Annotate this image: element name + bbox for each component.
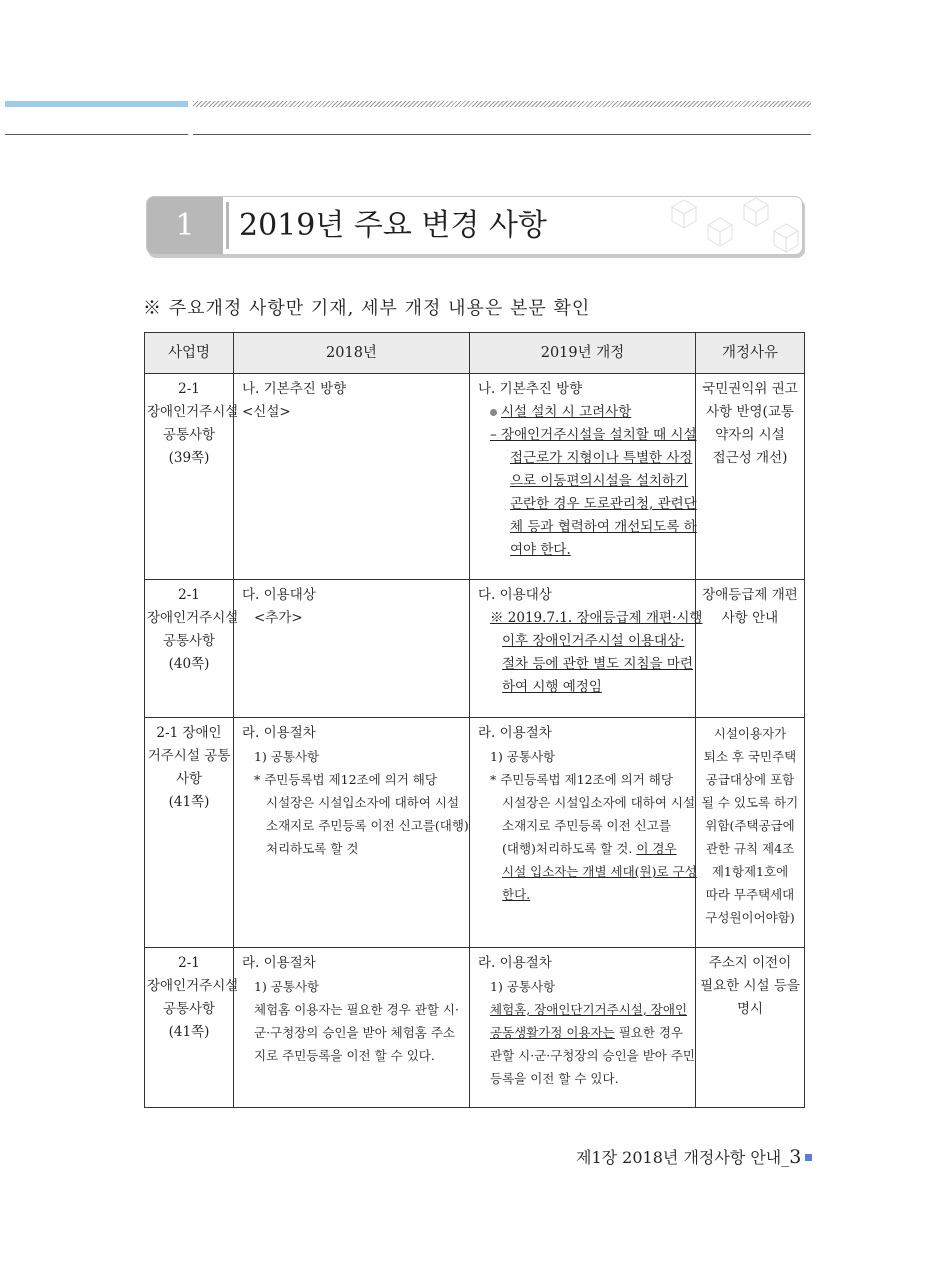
cell-line: 군·구청장의 승인을 받아 체험홈 주소 <box>254 1025 455 1040</box>
cell-line: <신설> <box>242 404 291 420</box>
cell-line: 1) 공통사항 <box>254 749 320 764</box>
reason-cell <box>696 948 805 1108</box>
cell-line: 2-1 장애인 <box>156 725 222 741</box>
reason-cell <box>696 718 805 948</box>
y2019-cell <box>470 718 696 948</box>
cell-line: 등록을 이전 할 수 있다. <box>490 1071 619 1086</box>
cell-line: 시설이용자가 <box>713 726 787 741</box>
bullet-icon <box>490 409 497 416</box>
cell-line: 공통사항 <box>162 1001 216 1017</box>
cell-line: 다. 이용대상 <box>478 587 552 603</box>
reason-cell <box>696 374 805 580</box>
cell-line: * 주민등록법 제12조에 의거 해당 <box>490 772 673 787</box>
cell-line: 2-1 <box>178 587 200 603</box>
page-number: 3 <box>789 1146 802 1168</box>
cell-line: 시설장은 시설입소자에 대하여 시설 <box>502 795 696 810</box>
cell-line: 접근로가 지형이나 특별한 사정 <box>510 450 693 466</box>
y2019-cell <box>470 374 696 580</box>
cell-line: 곤란한 경우 도로관리청, 관련단 <box>510 496 697 512</box>
underlined-text: 시설 설치 시 고려사항 <box>501 404 632 420</box>
y2018-cell <box>234 718 470 948</box>
cell-line: 나. 기본추진 방향 <box>242 381 347 397</box>
y2019-cell <box>470 580 703 718</box>
cell-line: 여야 한다. <box>510 542 571 558</box>
section-number: 1 <box>147 197 223 254</box>
cell-line: 1) 공통사항 <box>254 979 320 994</box>
y2019-cell <box>470 948 696 1108</box>
y2018-cell <box>234 374 470 580</box>
cell-line: 따라 무주택세대 <box>705 887 795 902</box>
y2018-cell <box>234 948 470 1108</box>
y2018-cell <box>234 580 470 718</box>
cell-line: 지로 주민등록을 이전 할 수 있다. <box>254 1048 435 1063</box>
project-cell <box>145 374 239 580</box>
cell-line: 공통사항 <box>162 633 216 649</box>
cell-line: 주소지 이전이 <box>708 955 792 971</box>
cell-line: 한다. <box>502 887 531 902</box>
cell-line: 2-1 <box>178 955 200 971</box>
cell-line: 장애인거주시설 <box>147 978 239 994</box>
cell-line: 시설장은 시설입소자에 대하여 시설 <box>266 795 460 810</box>
cell-line: 장애등급제 개편 <box>702 587 798 603</box>
cell-line: 나. 기본추진 방향 <box>478 381 583 397</box>
cell-line: 체 등과 협력하여 개선되도록 하 <box>510 519 697 535</box>
cube-pattern-icon <box>662 197 802 254</box>
table-header-row <box>145 333 805 374</box>
underlined-text: 이 경우 <box>636 841 677 856</box>
cell-line: 1) 공통사항 <box>490 979 556 994</box>
cell-line: 처리하도록 할 것 <box>266 841 359 856</box>
header-2019: 2019년 개정 <box>470 333 696 374</box>
plain-text: 필요한 경우 <box>618 1025 684 1040</box>
cell-line <box>478 401 689 424</box>
cell-line: 공통사항 <box>162 427 216 443</box>
cell-line: 사항 반영(교통 <box>706 404 794 420</box>
footer-chapter: 제1장 2018년 개정사항 안내_ <box>576 1148 790 1167</box>
cell-line: 라. 이용절차 <box>478 955 552 971</box>
cell-line: 위함(주택공급에 <box>705 818 795 833</box>
cell-line: 2-1 <box>178 381 200 397</box>
cell-line: 하여 시행 예정임 <box>502 679 602 695</box>
cell-line: 공급대상에 포함 <box>705 772 795 787</box>
cell-line: 장애인거주시설 <box>147 404 239 420</box>
cell-line: 소재지로 주민등록 이전 신고를 <box>502 818 671 833</box>
cell-line: 시설 입소자는 개별 세대(원)로 구성 <box>502 864 697 879</box>
cell-line: 필요한 시설 등을 <box>700 978 800 994</box>
project-cell <box>145 948 239 1108</box>
cell-line: 체험홈, 장애인단기거주시설, 장애인 <box>490 1002 688 1017</box>
table-row <box>145 948 805 1108</box>
cell-line: 명시 <box>736 1001 764 1017</box>
cell-line: (41쪽) <box>168 1024 210 1040</box>
header-rule-right <box>193 134 811 135</box>
cell-line: 1) 공통사항 <box>490 749 556 764</box>
header-2018: 2018년 <box>234 333 470 374</box>
cell-line: 체험홈 이용자는 필요한 경우 관할 시· <box>254 1002 459 1017</box>
header-project: 사업명 <box>145 333 234 374</box>
cell-line: 거주시설 공통 <box>147 748 231 764</box>
section-title: 2019년 주요 변경 사항 <box>239 208 547 243</box>
cell-line: 소재지로 주민등록 이전 신고를(대행) <box>266 818 469 833</box>
cell-line: 국민권익위 권고 <box>702 381 798 397</box>
cell-line: 약자의 시설 <box>715 427 785 443</box>
header-rule-left <box>5 134 188 135</box>
cell-line: 라. 이용절차 <box>242 955 316 971</box>
underlined-text: 공동생활가정 이용자는 <box>490 1025 615 1040</box>
plain-text: (대행)처리하도록 할 것. <box>502 841 633 856</box>
cell-line: 퇴소 후 국민주택 <box>703 749 797 764</box>
cell-line: (40쪽) <box>168 656 210 672</box>
cell-line <box>478 1021 689 1044</box>
cell-line: 라. 이용절차 <box>478 725 552 741</box>
footer-square-icon <box>805 1154 812 1161</box>
section-title-box <box>146 196 803 255</box>
cell-line: 제1항제1호에 <box>711 864 789 879</box>
cell-line: * 주민등록법 제12조에 의거 해당 <box>254 772 437 787</box>
cell-line: 장애인거주시설 <box>147 610 239 626</box>
cell-line: 절차 등에 관한 별도 지침을 마련 <box>502 656 693 672</box>
cell-line: 관한 규칙 제4조 <box>705 841 795 856</box>
cell-line: 다. 이용대상 <box>242 587 316 603</box>
cell-line: 사항 안내 <box>721 610 779 626</box>
notice-text: ※ 주요개정 사항만 기재, 세부 개정 내용은 본문 확인 <box>143 298 591 319</box>
header-accent-bar <box>5 101 188 107</box>
cell-line: 관할 시·군·구청장의 승인을 받아 주민 <box>490 1048 695 1063</box>
project-cell <box>145 580 239 718</box>
page-footer <box>576 1145 801 1168</box>
cell-line <box>478 837 689 860</box>
cell-line: (41쪽) <box>168 794 210 810</box>
table-row <box>145 718 805 948</box>
cell-line: 으로 이동편의시설을 설치하기 <box>510 473 689 489</box>
table-row <box>145 580 805 718</box>
header-hatch-bar <box>193 101 811 107</box>
cell-line: 접근성 개선) <box>712 450 788 466</box>
cell-line: (39쪽) <box>168 450 210 466</box>
changes-table <box>144 332 805 1108</box>
cell-line: 이후 장애인거주시설 이용대상· <box>502 633 685 649</box>
cell-line: 구성원이어야함) <box>705 910 795 925</box>
cell-line: 라. 이용절차 <box>242 725 316 741</box>
cell-line: 사항 <box>175 771 203 787</box>
reason-cell <box>696 580 805 718</box>
cell-line: <추가> <box>254 610 303 626</box>
cell-line: – 장애인거주시설을 설치할 때 시설 <box>490 427 697 443</box>
section-divider <box>226 202 229 249</box>
table-row <box>145 374 805 580</box>
header-reason: 개정사유 <box>696 333 805 374</box>
cell-line: ※ 2019.7.1. 장애등급제 개편·시행 <box>490 610 703 626</box>
project-cell <box>145 718 234 948</box>
cell-line: 될 수 있도록 하기 <box>701 795 799 810</box>
